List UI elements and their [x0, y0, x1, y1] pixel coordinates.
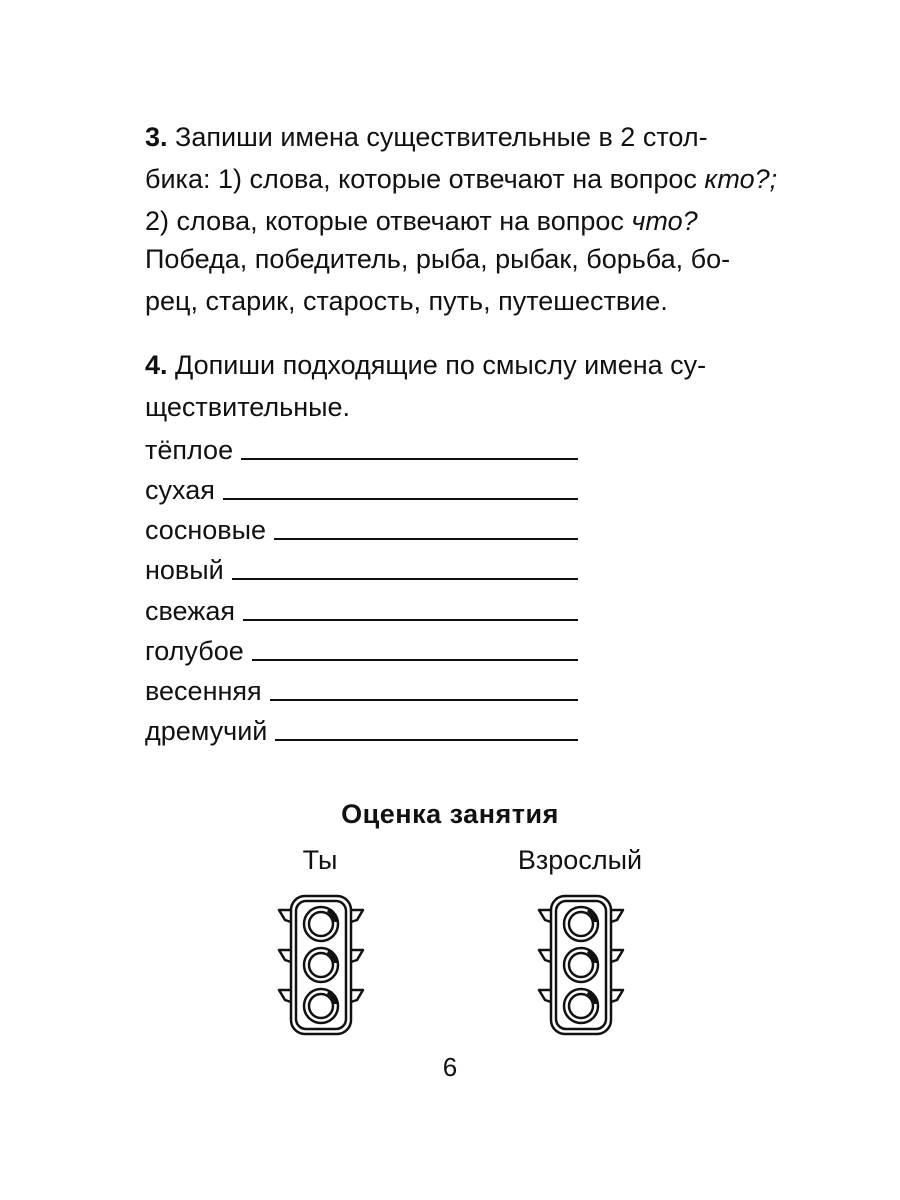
traffic-light-icon[interactable]	[533, 890, 629, 1040]
exercise-4-instructions	[145, 344, 795, 428]
exercise-3-instructions	[145, 116, 795, 242]
adjective-label: новый	[145, 555, 224, 585]
answer-blank[interactable]	[275, 739, 578, 741]
label-you: Ты	[302, 845, 338, 875]
exercise-3-text-1: Запиши имена существительные в 2 стол-	[175, 122, 708, 152]
adjective-label: сухая	[145, 475, 215, 505]
word-list-line-1: Победа, победитель, рыба, рыбак, борьба, бо-	[145, 244, 731, 274]
question-what: что?	[631, 206, 698, 236]
question-who: кто?;	[704, 164, 778, 194]
exercise-3-line-2	[145, 158, 795, 200]
adjective-label: тёплое	[145, 435, 234, 465]
answer-blank[interactable]	[243, 619, 578, 621]
exercise-3-word-list	[145, 238, 795, 322]
word-list-line-2: рец, старик, старость, путь, путешествие.	[145, 286, 668, 316]
adjective-label: дремучий	[145, 716, 268, 746]
fill-in-row	[145, 466, 578, 506]
answer-blank[interactable]	[232, 578, 578, 580]
exercise-3-number: 3.	[145, 122, 168, 152]
fill-in-row	[145, 667, 578, 707]
adjective-label: свежая	[145, 596, 235, 626]
fill-in-row	[145, 587, 578, 627]
label-adult: Взрослый	[517, 845, 643, 875]
fill-in-row	[145, 546, 578, 586]
fill-in-row	[145, 426, 578, 466]
exercise-4-number: 4.	[145, 350, 168, 380]
answer-blank[interactable]	[241, 458, 578, 460]
adjective-label: сосновые	[145, 515, 267, 545]
adjective-label: весенняя	[145, 676, 262, 706]
exercise-4-text-1: Допиши подходящие по смыслу имена су-	[175, 350, 707, 380]
answer-blank[interactable]	[274, 538, 578, 540]
fill-in-row	[145, 506, 578, 546]
fill-in-row	[145, 707, 578, 747]
exercise-4-text-2: ществительные.	[145, 392, 351, 422]
exercise-3-text-3: 2) слова, которые отвечают на вопрос	[145, 206, 632, 236]
traffic-light-icon[interactable]	[273, 890, 369, 1040]
exercise-3-line-1	[145, 116, 795, 158]
evaluation-title: Оценка занятия	[341, 799, 559, 829]
adjective-label: голубое	[145, 636, 244, 666]
exercise-3-text-2: бика: 1) слова, которые отвечают на вопрос	[145, 164, 705, 194]
exercise-3-line-3	[145, 200, 795, 242]
answer-blank[interactable]	[252, 659, 578, 661]
exercise-4-line-1	[145, 344, 795, 386]
page-number: 6	[442, 1052, 458, 1082]
answer-blank[interactable]	[223, 498, 578, 500]
fill-in-row	[145, 627, 578, 667]
answer-blank[interactable]	[270, 699, 578, 701]
